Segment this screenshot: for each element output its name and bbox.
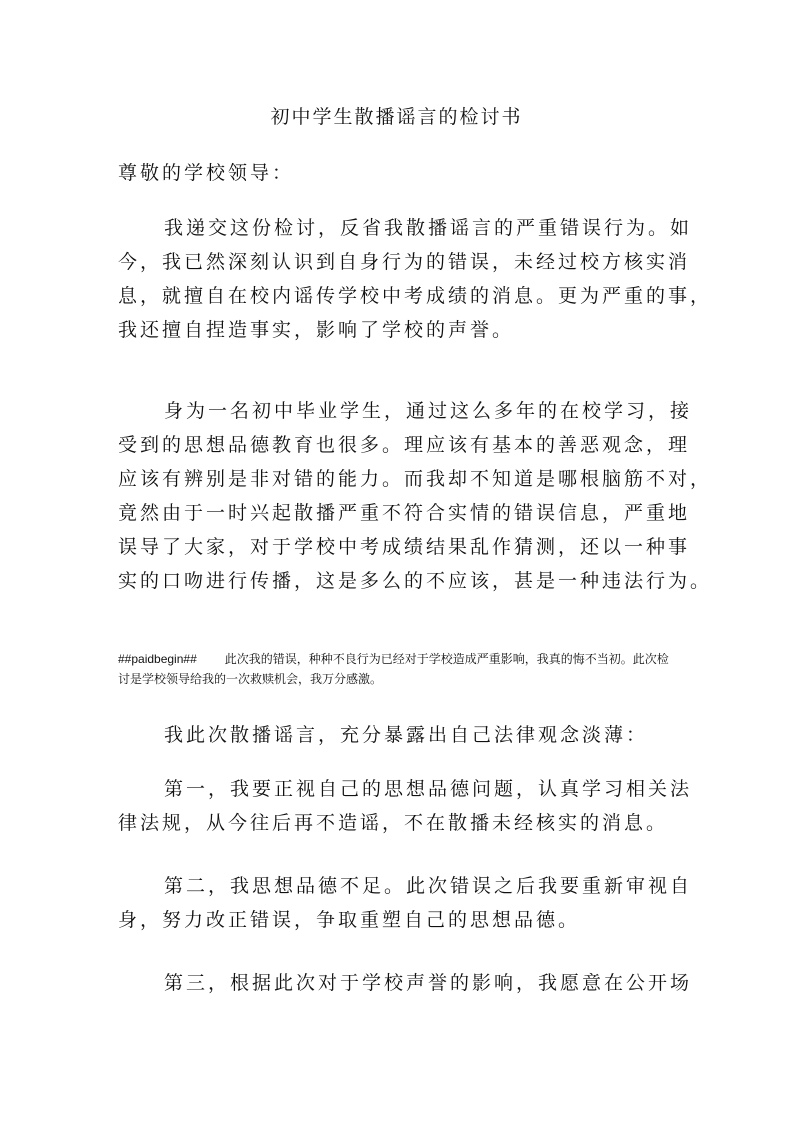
paragraph-line: 第三，根据此次对于学校声誉的影响，我愿意在公开场	[164, 972, 693, 994]
paragraph-2	[118, 394, 713, 598]
paragraph-line: 应该有辨别是非对错的能力。而我却不知道是哪根脑筋不对，	[118, 468, 713, 490]
paragraph-line: 今，我已然深刻认识到自身行为的错误，未经过校方核实消	[118, 251, 691, 273]
paragraph-line: 误导了大家，对于学校中考成绩结果乱作猜测，还以一种事	[118, 536, 691, 558]
paragraph-line: 身，努力改正错误，争取重塑自己的思想品德。	[118, 909, 581, 931]
paragraph-3	[118, 718, 678, 752]
paragraph-line: 身为一名初中毕业学生，通过这么多年的在校学习，接	[164, 400, 693, 422]
paragraph-line: 我递交这份检讨，反省我散播谣言的严重错误行为。如	[164, 217, 693, 239]
paragraph-line: 第一，我要正视自己的思想品德问题，认真学习相关法	[164, 778, 693, 800]
paragraph-5	[118, 869, 693, 937]
salutation: 尊敬的学校领导：	[118, 162, 295, 184]
paragraph-1	[118, 211, 713, 347]
paragraph-line: 息，就擅自在校内谣传学校中考成绩的消息。更为严重的事，	[118, 285, 713, 307]
paid-marker: ##paidbegin##	[118, 652, 197, 666]
paragraph-4	[118, 772, 693, 840]
paragraph-line: 我此次散播谣言，充分暴露出自己法律观念淡薄：	[164, 724, 649, 746]
paragraph-line: 我还擅自捏造事实，影响了学校的声誉。	[118, 319, 515, 341]
paragraph-line: 受到的思想品德教育也很多。理应该有基本的善恶观念，理	[118, 434, 691, 456]
paid-section	[118, 649, 678, 689]
document-title: 初中学生散播谣言的检讨书	[270, 106, 523, 128]
paragraph-line: 实的口吻进行传播，这是多么的不应该，甚是一种违法行为。	[118, 570, 713, 592]
paragraph-line: 第二，我思想品德不足。此次错误之后我要重新审视自	[164, 875, 693, 897]
paid-text: 此次我的错误，种种不良行为已经对于学校造成严重影响，我真的悔不当初。此次检讨是学校领导给我的一次救赎机会，我万分感激。	[118, 652, 669, 686]
paragraph-line: 竟然由于一时兴起散播严重不符合实情的错误信息，严重地	[118, 502, 691, 524]
paragraph-6	[118, 966, 693, 1000]
paragraph-line: 律法规，从今往后再不造谣，不在散播未经核实的消息。	[118, 812, 669, 834]
